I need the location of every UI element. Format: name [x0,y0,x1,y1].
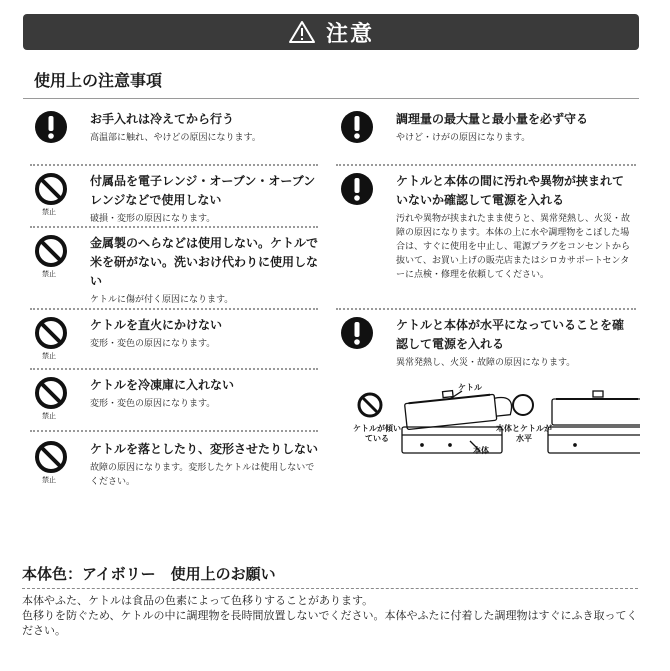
prohibited-icon [34,440,68,474]
prohibit-caption: 禁止 [42,476,56,484]
item-description: 故障の原因になります。変形したケトルは使用しないでください。 [90,463,315,487]
exclamation-icon [340,110,374,144]
right-item-2 [340,172,630,282]
section-divider [23,98,639,99]
kettle-label: ケトル [458,383,482,392]
left-item-2 [34,172,319,226]
item-description: 異常発熱し、火災・故障の原因になります。 [396,358,576,368]
note-line-2: 色移りを防ぐため、ケトルの中に調理物を長時間放置しないでください。本体やふたに付着した調理物はすぐにふき取ってください。 [22,609,638,637]
prohibit-caption: 禁止 [42,412,56,420]
left-item-1 [34,110,319,145]
ok-circle-icon [513,395,533,415]
exclamation-icon [34,110,68,144]
exclamation-icon [340,172,374,206]
right-item-3 [340,316,630,370]
dotted-divider [30,164,318,166]
prohibit-caption: 禁止 [42,352,56,360]
exclamation-icon [340,316,374,350]
left-item-4 [34,316,319,361]
item-description: 変形・変色の原因になります。 [90,399,216,409]
note-line-1: 本体やふた、ケトルは食品の色素によって色移りすることがあります。 [22,594,374,607]
prohibit-caption: 禁止 [42,270,56,278]
warning-triangle-icon [288,20,316,44]
right-item-1 [340,110,630,145]
level-label: 本体とケトルが水平 [496,424,552,443]
item-heading: ケトルを落としたり、変形させたりしない [90,442,319,456]
caution-banner [23,14,639,50]
item-heading: 調理量の最大量と最小量を必ず守る [396,112,589,126]
dotted-divider [30,368,318,370]
level-kettle-drawing [548,391,640,453]
item-description: ケトルに傷が付く原因になります。 [90,295,234,305]
dotted-divider [336,164,636,166]
prohibited-icon [34,376,68,410]
item-heading: ケトルを直火にかけない [90,318,223,332]
item-description: 変形・変色の原因になります。 [90,339,216,349]
item-description: 高温部に触れ、やけどの原因になります。 [90,133,261,143]
item-heading: お手入れは冷えてから行う [90,112,235,126]
item-description: 汚れや異物が挟まれたまま使うと、異常発熱し、火災・故障の原因になります。本体の上に水や調理物をこぼした場合は、すぐに使用を中止し、電源プラグをコンセントから抜いて、お買い上げの販売店またはシロカサポートセンターに点検・修理を依頼してください。 [396,214,631,280]
dotted-divider [336,308,636,310]
prohibit-caption: 禁止 [42,208,56,216]
tilted-label: ケトルが傾いている [353,424,401,443]
dotted-divider [30,430,318,432]
bottom-notes [22,593,642,638]
item-heading: ケトルを冷凍庫に入れない [90,378,235,392]
item-heading: ケトルと本体の間に汚れや異物が挟まれていないか確認して電源を入れる [396,174,625,207]
dotted-divider [30,226,318,228]
bottom-section-title: 本体色：アイボリー 使用上のお願い [22,565,276,583]
left-item-6 [34,440,319,489]
prohibited-icon [34,234,68,268]
item-heading: 付属品を電子レンジ・オーブン・オーブンレンジなどで使用しない [90,174,316,207]
item-description: 破損・変形の原因になります。 [90,214,216,224]
item-heading: ケトルと本体が水平になっていることを確認して電源を入れる [396,318,625,351]
base-label: 本体 [473,446,489,455]
section-title: 使用上の注意事項 [34,71,163,90]
left-item-5 [34,376,319,421]
item-description: やけど・けがの原因になります。 [396,133,531,143]
item-heading: 金属製のへらなどは使用しない。ケトルで米を研がない。洗いおけ代わりに使用しない [90,236,319,288]
prohibited-icon [359,394,381,416]
prohibited-icon [34,316,68,350]
bottom-divider [22,588,638,589]
left-item-3 [34,234,319,307]
banner-title: 注意 [325,21,374,47]
dotted-divider [30,308,318,310]
prohibited-icon [34,172,68,206]
